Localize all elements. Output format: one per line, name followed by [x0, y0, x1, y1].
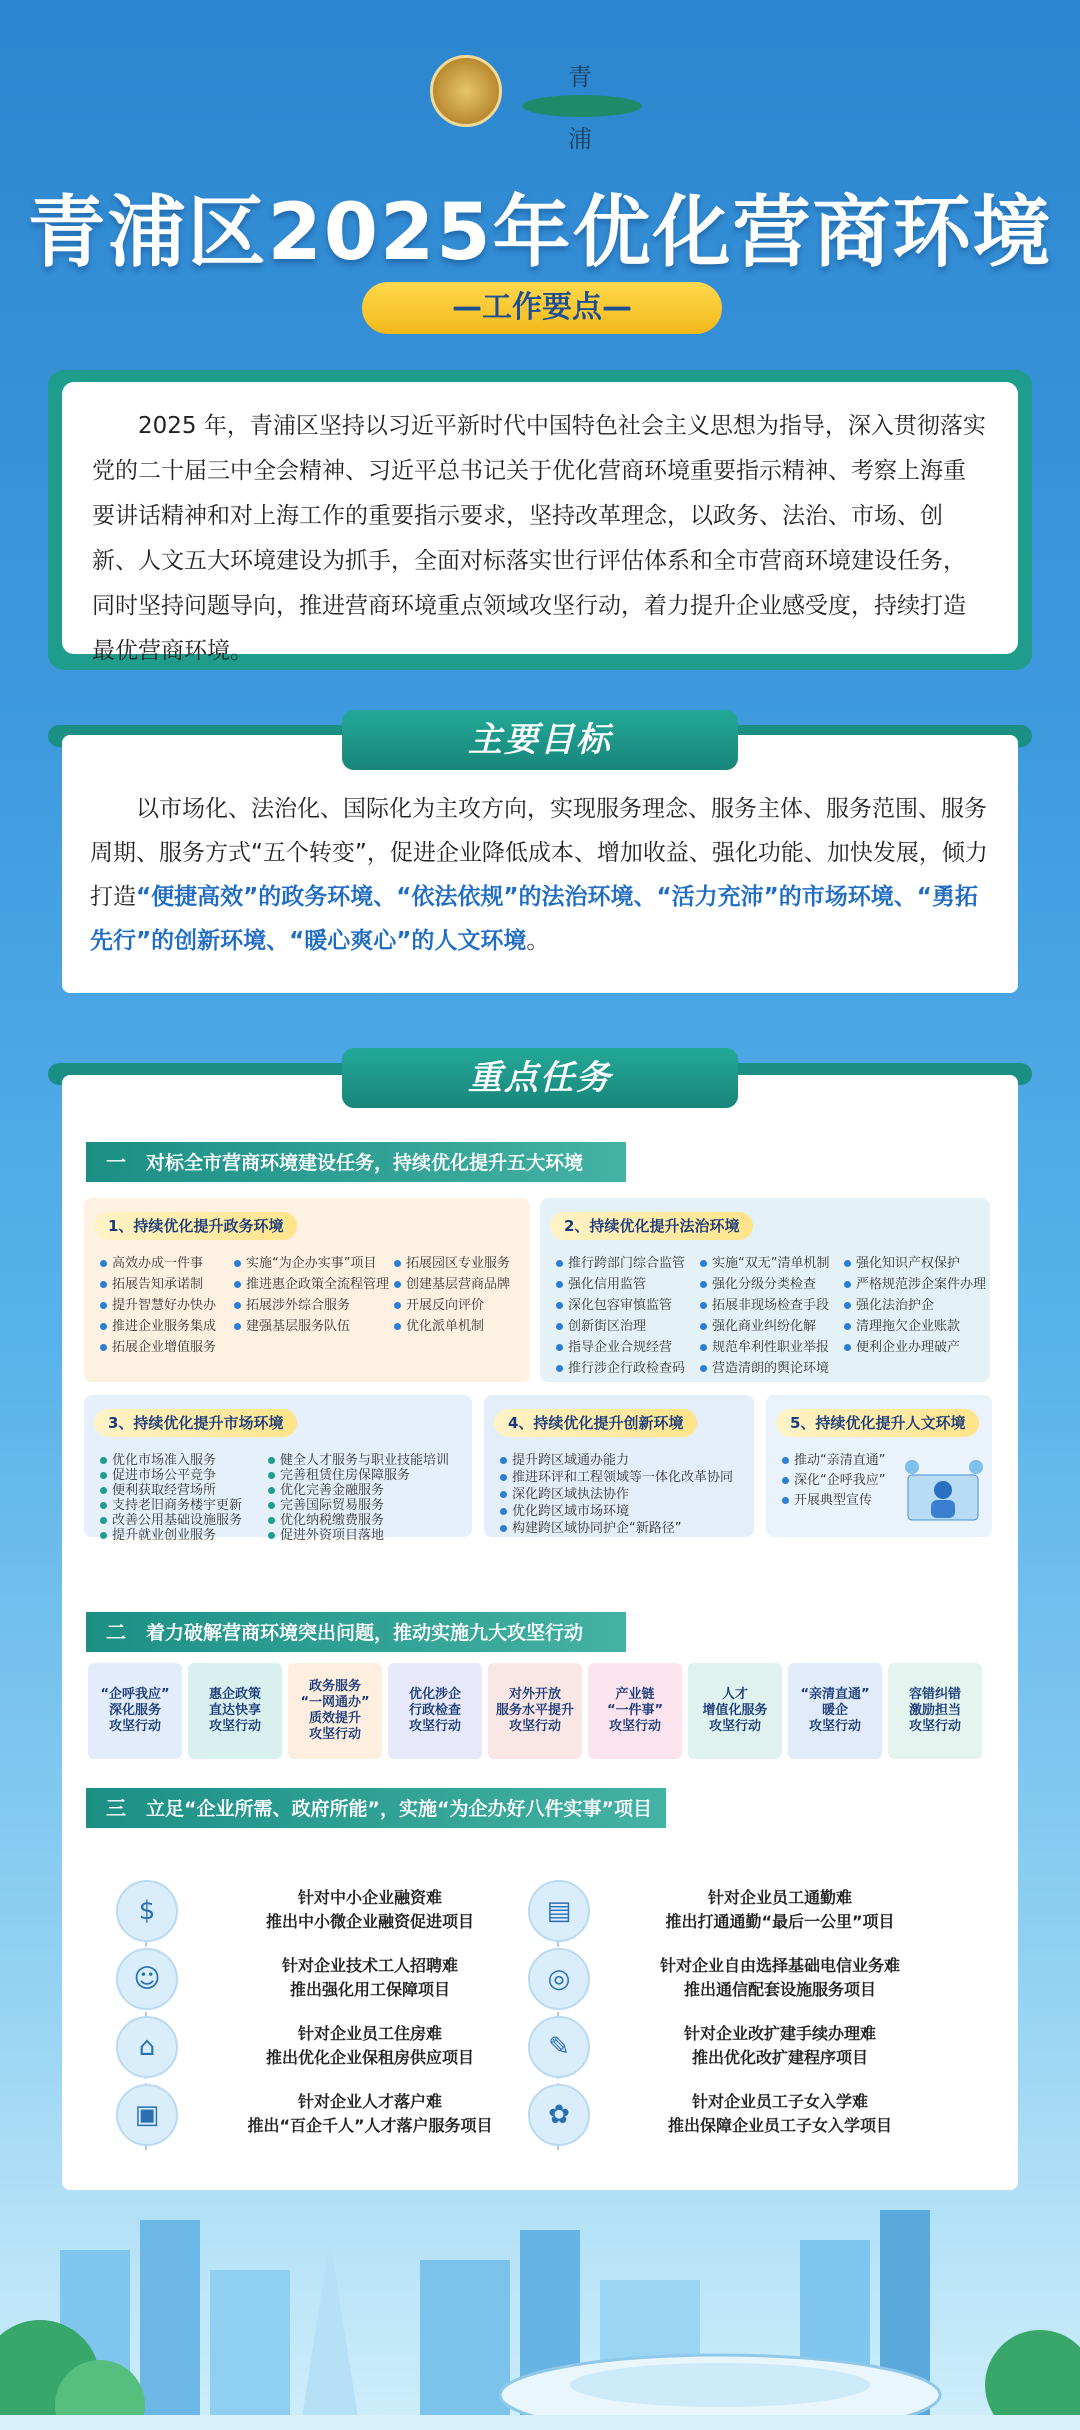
section3-title: 立足“企业所需、政府所能”，实施“为企办好八件实事”项目 [146, 1798, 652, 1820]
project-text [600, 1954, 960, 2002]
task-item: 推进环评和工程领域等一体化改革协同 [500, 1466, 733, 1485]
intro-card [62, 382, 1018, 664]
task-item: 拓展园区专业服务 [394, 1252, 510, 1271]
project-icon: ✿ [528, 2084, 590, 2146]
section2-title: 着力破解营商环境突出问题，推动实施九大攻坚行动 [146, 1622, 584, 1644]
project-solution: 推出中小微企业融资促进项目 [265, 1912, 474, 1931]
task-item: 提升就业创业服务 [100, 1524, 216, 1543]
task-item: 营造清朗的舆论环境 [700, 1357, 829, 1376]
project-problem: 针对中小企业融资难 [297, 1888, 442, 1907]
task-item: 优化市场准入服务 [100, 1449, 216, 1468]
header-logos [430, 55, 660, 155]
task-item: 拓展企业增值服务 [100, 1336, 216, 1355]
box-market-title: 3、持续优化提升市场环境 [94, 1409, 297, 1437]
task-item: 拓展涉外综合服务 [234, 1294, 350, 1313]
box-culture [766, 1395, 992, 1537]
project-text [190, 1886, 550, 1934]
box-legal-title: 2、持续优化提升法治环境 [550, 1212, 753, 1240]
task-item: 优化跨区域市场环境 [500, 1500, 629, 1519]
action-card: 对外开放 服务水平提升 攻坚行动 [488, 1663, 582, 1759]
project-solution: 推出通信配套设施服务项目 [683, 1980, 876, 1999]
project-solution: 推出强化用工保障项目 [289, 1980, 450, 1999]
project-problem: 针对企业人才落户难 [297, 2092, 442, 2111]
project-icon: ⌂ [116, 2016, 178, 2078]
task-item: 强化分级分类检查 [700, 1273, 816, 1292]
task-item: 严格规范涉企案件办理 [844, 1273, 986, 1292]
task-item: 优化完善金融服务 [268, 1479, 384, 1498]
goals-card [62, 735, 1018, 993]
task-item: 清理拖欠企业账款 [844, 1315, 960, 1334]
project-solution: 推出保障企业员工子女入学项目 [667, 2116, 892, 2135]
action-card: 容错纠错 激励担当 攻坚行动 [888, 1663, 982, 1759]
project-icon: ☺ [116, 1948, 178, 2010]
box-legal [540, 1198, 990, 1382]
goals-text-highlight: “便捷高效”的政务环境、“依法依规”的法治环境、“活力充沛”的市场环境、“勇拓先行”的创新环境、“暖心爽心”的人文环境 [90, 884, 978, 954]
city-skyline-illustration [0, 2180, 1080, 2430]
project-solution: 推出优化改扩建程序项目 [691, 2048, 868, 2067]
goals-text-end: 。 [526, 928, 550, 954]
action-card: 政务服务 “一网通办” 质效提升 攻坚行动 [288, 1663, 382, 1759]
project-solution: 推出打通通勤“最后一公里”项目 [665, 1912, 895, 1931]
task-item: 拓展告知承诺制 [100, 1273, 203, 1292]
task-item: 强化法治护企 [844, 1294, 934, 1313]
task-item: 深化包容审慎监管 [556, 1294, 672, 1313]
task-item: 实施“为企办实事”项目 [234, 1252, 376, 1271]
task-item: 提升智慧好办快办 [100, 1294, 216, 1313]
task-item: 促进外资项目落地 [268, 1524, 384, 1543]
box-government [84, 1198, 530, 1382]
task-item: 深化跨区域执法协作 [500, 1483, 629, 1502]
task-item: 构建跨区域协同护企“新路径” [500, 1517, 681, 1536]
district-emblem-icon [430, 55, 502, 127]
task-item: 便利企业办理破产 [844, 1336, 960, 1355]
task-item: 推进惠企政策全流程管理 [234, 1273, 389, 1292]
project-problem: 针对企业员工住房难 [297, 2024, 442, 2043]
section2-header [86, 1612, 626, 1652]
section3-header [86, 1788, 666, 1828]
task-item: 完善国际贸易服务 [268, 1494, 384, 1513]
section1-header [86, 1142, 626, 1182]
project-problem: 针对企业技术工人招聘难 [281, 1956, 458, 1975]
section3-num: 三 [106, 1796, 126, 1820]
section1-num: 一 [106, 1150, 126, 1174]
action-card: 惠企政策 直达快享 攻坚行动 [188, 1663, 282, 1759]
task-item: 提升跨区域通办能力 [500, 1449, 629, 1468]
action-card: 产业链 “一件事” 攻坚行动 [588, 1663, 682, 1759]
task-item: 深化“企呼我应” [782, 1469, 885, 1488]
project-solution: 推出优化企业保租房供应项目 [265, 2048, 474, 2067]
subtitle-pill: —工作要点— [362, 282, 722, 334]
box-culture-title: 5、持续优化提升人文环境 [776, 1409, 979, 1437]
task-item: 优化派单机制 [394, 1315, 484, 1334]
project-text [190, 2090, 550, 2138]
intro-text: 2025 年，青浦区坚持以习近平新时代中国特色社会主义思想为指导，深入贯彻落实党的二十届三中全会精神、习近平总书记关于优化营商环境重要指示精神、考察上海重要讲话精神和对上海工作的重要指示要求，坚持改革理念，以政务、法治、市场、创新、人文五大环境建设为抓手，全面对标落实世行评估体系和全市营商环境建设任务，同时坚持问题导向，推进营商环境重点领域攻坚行动，着力提升企业感受度，持续打造最优营商环境。 [92, 413, 986, 664]
box-government-title: 1、持续优化提升政务环境 [94, 1212, 297, 1240]
box-market [84, 1395, 472, 1543]
task-item: 便利获取经营场所 [100, 1479, 216, 1498]
project-text [600, 2090, 960, 2138]
logo-char-top: 青 [568, 63, 592, 91]
logo-char-bottom: 浦 [568, 125, 592, 153]
task-item: 建强基层服务队伍 [234, 1315, 350, 1334]
task-item: 创新街区治理 [556, 1315, 646, 1334]
qingpu-leaf-logo-icon [522, 95, 642, 117]
project-problem: 针对企业改扩建手续办理难 [683, 2024, 876, 2043]
task-item: 强化商业纠纷化解 [700, 1315, 816, 1334]
project-solution: 推出“百企千人”人才落户服务项目 [247, 2116, 493, 2135]
task-item: 高效办成一件事 [100, 1252, 203, 1271]
task-item: 促进市场公平竞争 [100, 1464, 216, 1483]
action-card: “亲清直通” 暖企 攻坚行动 [788, 1663, 882, 1759]
task-item: 强化信用监管 [556, 1273, 646, 1292]
section1-title: 对标全市营商环境建设任务，持续优化提升五大环境 [146, 1152, 584, 1174]
project-text [190, 1954, 550, 2002]
box-innovation-title: 4、持续优化提升创新环境 [494, 1409, 697, 1437]
box-innovation [484, 1395, 754, 1537]
project-problem: 针对企业自由选择基础电信业务难 [659, 1956, 900, 1975]
task-item: 健全人才服务与职业技能培训 [268, 1449, 449, 1468]
task-item: 推行涉企行政检查码 [556, 1357, 685, 1376]
task-item: 强化知识产权保护 [844, 1252, 960, 1271]
project-icon: ◎ [528, 1948, 590, 2010]
task-item: 指导企业合规经营 [556, 1336, 672, 1355]
task-item: 推动“亲清直通” [782, 1449, 885, 1468]
action-card: “企呼我应” 深化服务 攻坚行动 [88, 1663, 182, 1759]
task-item: 推进企业服务集成 [100, 1315, 216, 1334]
project-icon: ✎ [528, 2016, 590, 2078]
task-item: 优化纳税缴费服务 [268, 1509, 384, 1528]
project-text [190, 2022, 550, 2070]
project-text [600, 2022, 960, 2070]
people-illustration-icon [898, 1455, 988, 1535]
section2-num: 二 [106, 1620, 126, 1644]
project-icon: $ [116, 1880, 178, 1942]
task-item: 开展典型宣传 [782, 1489, 872, 1508]
goals-text-plain: 以市场化、法治化、国际化为主攻方向，实现服务理念、服务主体、服务范围、服务周期、服务方式“五个转变”，促进企业降低成本、增加收益、强化功能、加快发展，倾力打造 [90, 796, 988, 910]
task-item: 完善租赁住房保障服务 [268, 1464, 410, 1483]
project-problem: 针对企业员工子女入学难 [691, 2092, 868, 2111]
project-icon: ▣ [116, 2084, 178, 2146]
task-item: 改善公用基础设施服务 [100, 1509, 242, 1528]
task-item: 创建基层营商品牌 [394, 1273, 510, 1292]
tasks-heading: 重点任务 [342, 1048, 738, 1108]
project-problem: 针对企业员工通勤难 [707, 1888, 852, 1907]
task-item: 实施“双无”清单机制 [700, 1252, 829, 1271]
task-item: 推行跨部门综合监管 [556, 1252, 685, 1271]
task-item: 开展反向评价 [394, 1294, 484, 1313]
project-text [600, 1886, 960, 1934]
project-icon: ▤ [528, 1880, 590, 1942]
goals-heading: 主要目标 [342, 710, 738, 770]
action-card: 人才 增值化服务 攻坚行动 [688, 1663, 782, 1759]
task-item: 拓展非现场检查手段 [700, 1294, 829, 1313]
page-title: 青浦区2025年优化营商环境 [27, 188, 1053, 278]
action-card: 优化涉企 行政检查 攻坚行动 [388, 1663, 482, 1759]
task-item: 规范牟利性职业举报 [700, 1336, 829, 1355]
task-item: 支持老旧商务楼宇更新 [100, 1494, 242, 1513]
